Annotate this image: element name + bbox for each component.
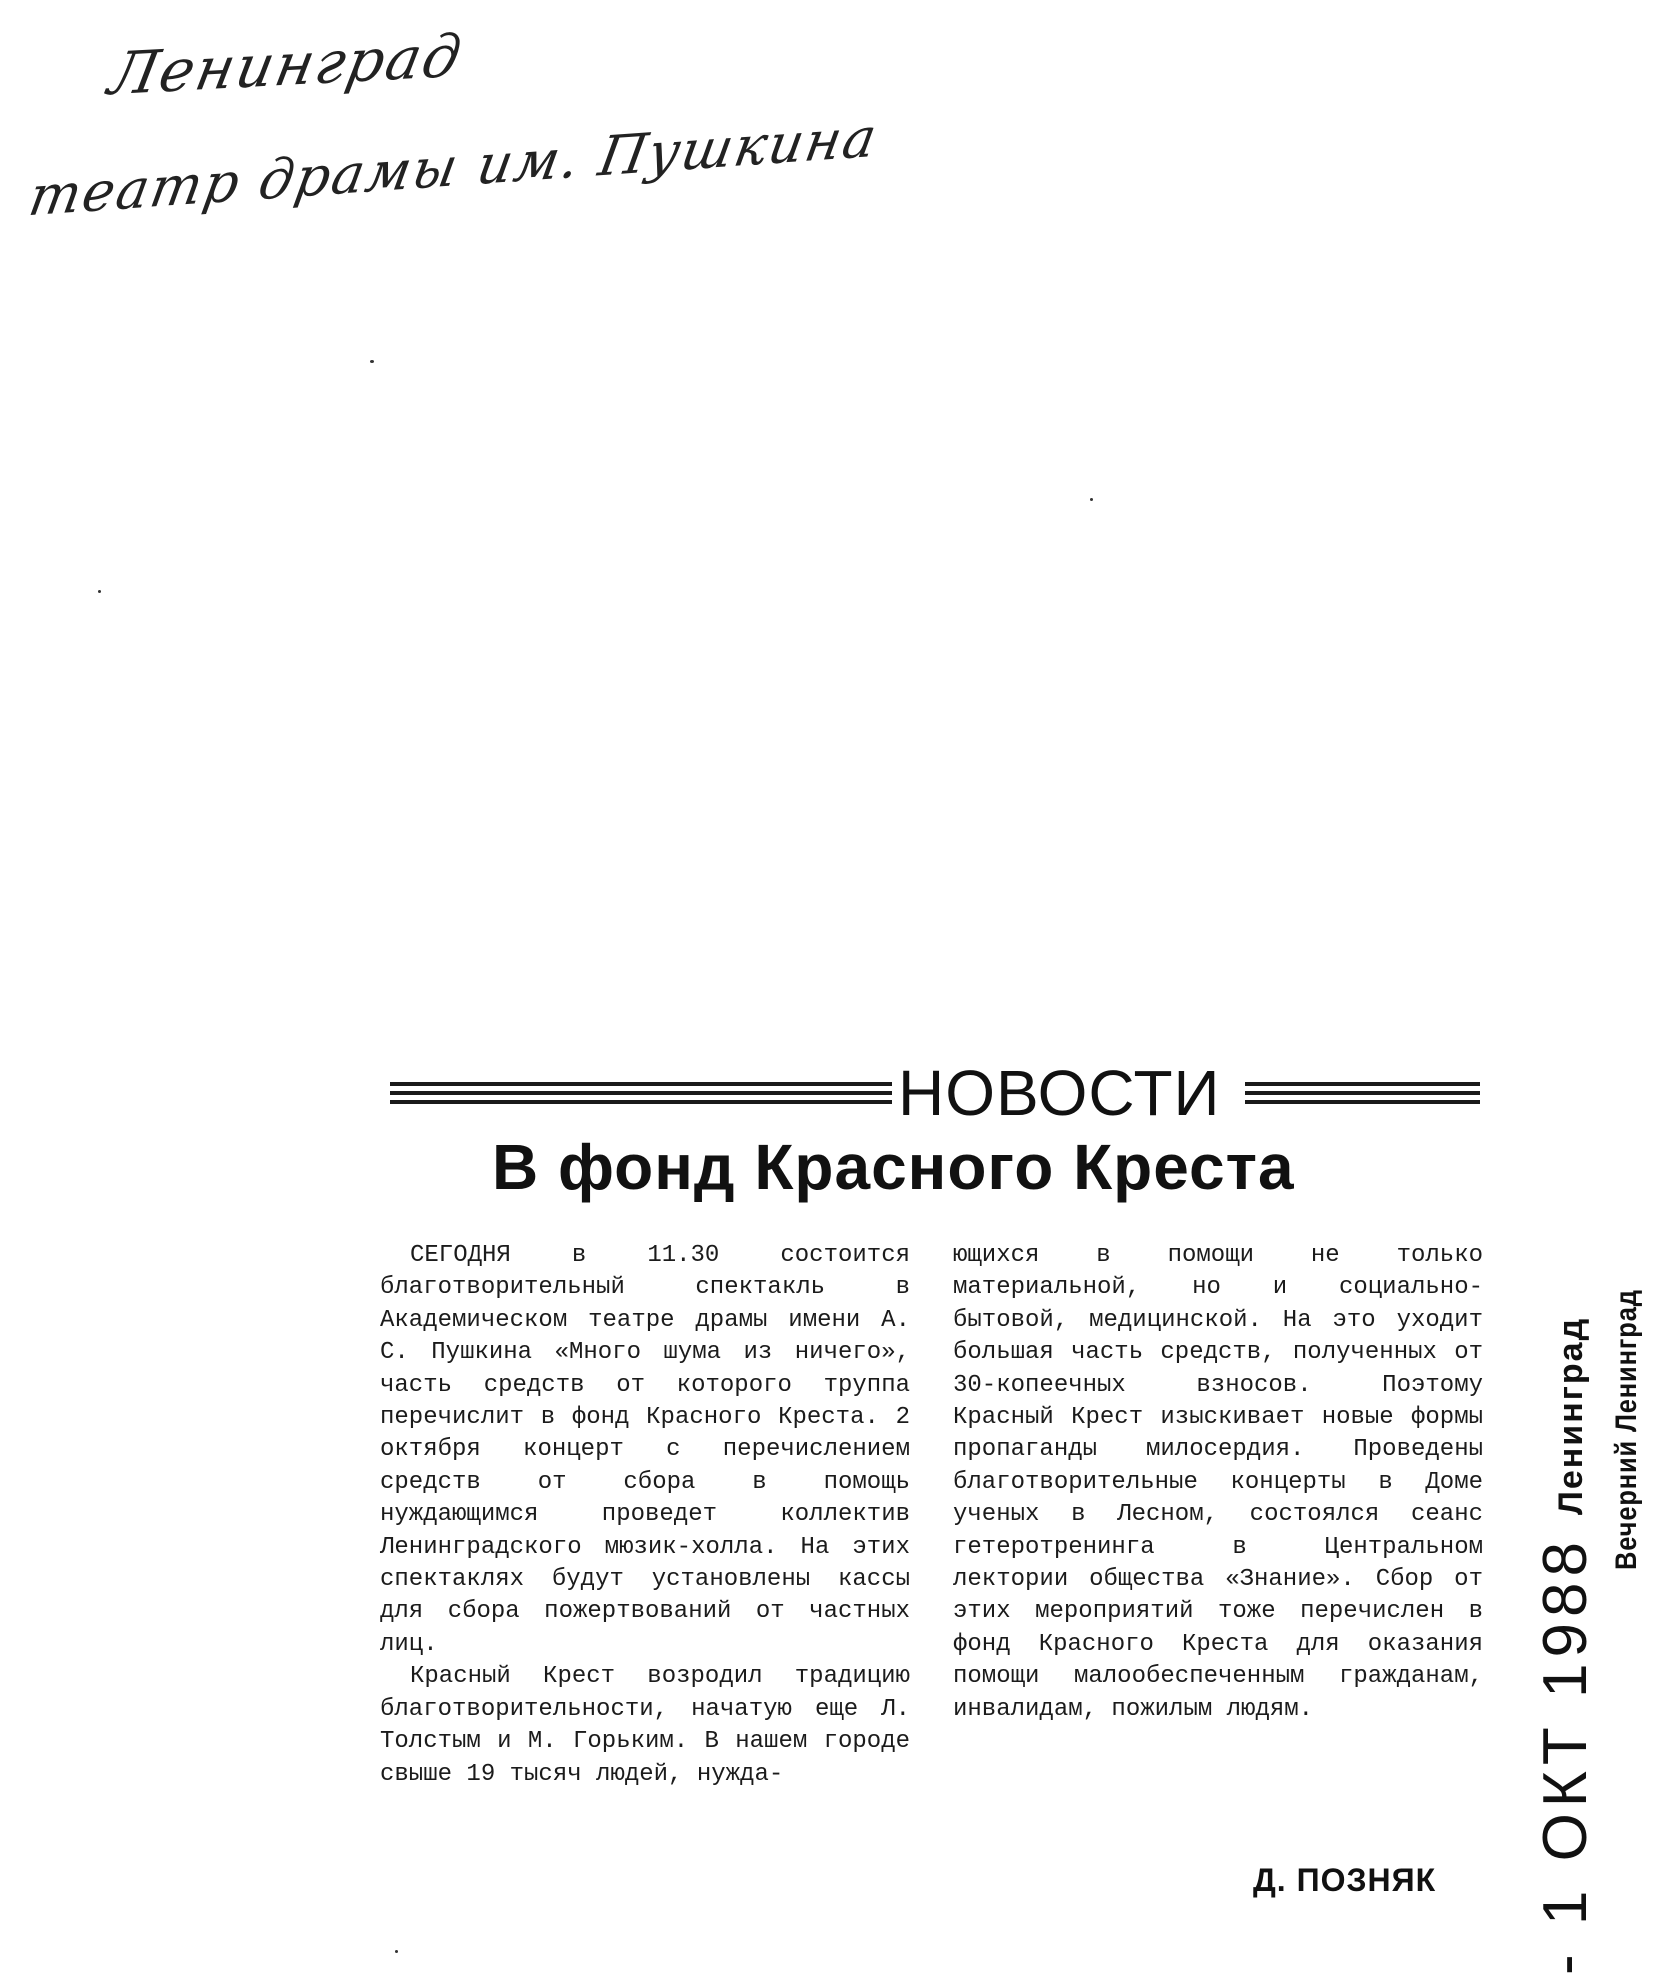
handwritten-theatre-note: театр драмы им. Пушкина	[24, 105, 884, 229]
article-paragraph: СЕГОДНЯ в 11.30 состоится благотворительный спектакль в Академическом театре драмы имени А. С. Пушкина «Много шума из ничего», часть средств от которого труппа перечислит в фонд Красного Креста. 2 октября концерт с перечислением средств от сбора в помощь нуждающимся проведет коллектив Ленинградского мюзик-холла. На этих спектаклях будут установлены кассы для сбора пожертвований от частных лиц.	[380, 1242, 910, 1658]
stamp-source: Ленинград	[1552, 1316, 1590, 1515]
handwritten-city-note: Ленинград	[103, 21, 469, 109]
article-column-left	[380, 1240, 910, 1791]
article-byline: Д. ПОЗНЯК	[1253, 1862, 1437, 1898]
stamp-publisher: Вечерний Ленинград	[1610, 1289, 1643, 1570]
newspaper-stamp	[1470, 1075, 1670, 1975]
paper-speck	[370, 360, 374, 363]
rubric-rule-left	[390, 1082, 892, 1108]
stamp-date: - 1 ОКТ 1988	[1531, 1536, 1600, 1975]
rubric-row	[380, 1057, 1495, 1130]
article-paragraph: ющихся в помощи не только материальной, но и социально-бытовой, медицинской. На это уходит большая часть средств, полученных от 30-копеечных взносов. Поэтому Красный Крест изыскивает новые формы пропаганды милосердия. Проведены благотворительные концерты в Доме ученых в Лесном, состоялся сеанс гетеротренинга в Центральном лектории общества «Знание». Сбор от этих мероприятий тоже перечислен в фонд Красного Креста для оказания помощи малообеспеченным гражданам, инвалидам, пожилым людям.	[953, 1242, 1483, 1723]
paper-speck	[98, 590, 101, 593]
article-paragraph: Красный Крест возродил традицию благотворительности, начатую еще Л. Толстым и М. Горьким. В нашем городе свыше 19 тысяч людей, нужда-	[380, 1663, 910, 1788]
article-column-right	[953, 1240, 1483, 1726]
rubric-title: НОВОСТИ	[898, 1057, 1221, 1129]
article-headline: В фонд Красного Креста	[492, 1131, 1295, 1203]
rubric-rule-right	[1245, 1082, 1480, 1108]
paper-speck	[1090, 498, 1093, 501]
newspaper-clipping	[380, 1057, 1495, 1960]
